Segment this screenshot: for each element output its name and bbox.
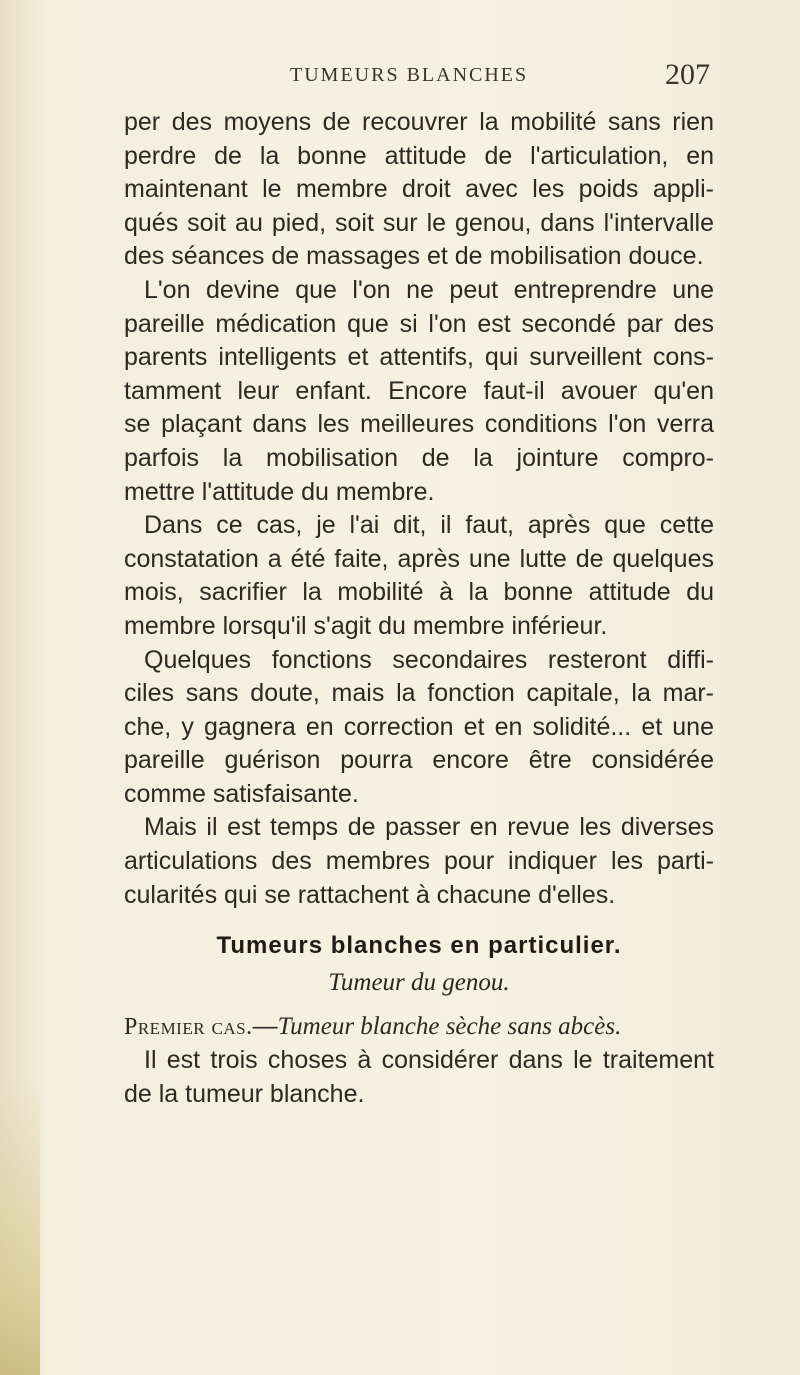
case-dash: — xyxy=(252,1012,278,1041)
page-number: 207 xyxy=(665,58,710,91)
text-line: ciles sans doute, mais la fonction capitale, la mar- xyxy=(124,679,714,708)
text-line: tamment leur enfant. Encore faut-il avouer qu'en xyxy=(124,376,714,405)
text-line: per des moyens de recouvrer la mobilité sans rien xyxy=(124,108,714,136)
text-line: mois, sacrifier la mobilité à la bonne attitude du xyxy=(124,578,714,607)
running-title: TUMEURS BLANCHES xyxy=(290,64,529,86)
text-line: Quelques fonctions secondaires resteront diffi- xyxy=(144,645,714,674)
text-line: des séances de massages et de mobilisation douce. xyxy=(124,242,704,271)
text-line: articulations des membres pour indiquer les parti- xyxy=(124,847,714,876)
text-line: che, y gagnera en correction et en solidité... et une xyxy=(124,712,714,741)
case-title: Tumeur blanche sèche sans abcès. xyxy=(277,1013,622,1041)
section-subheading: Tumeur du genou. xyxy=(328,969,510,997)
text-line: pareille guérison pourra encore être considérée xyxy=(124,746,714,775)
text-line: pareille médication que si l'on est secondé par des xyxy=(124,309,714,338)
page-header xyxy=(290,58,710,94)
body-text xyxy=(124,106,714,1111)
text-line: cularités qui se rattachent à chacune d'elles. xyxy=(124,880,616,909)
paragraph-4 xyxy=(124,644,714,812)
text-line: maintenant le membre droit avec les poids appli- xyxy=(124,175,714,204)
text-line: de la tumeur blanche. xyxy=(124,1079,365,1108)
text-line: membre lorsqu'il s'agit du membre inférieur. xyxy=(124,611,608,640)
text-line: Dans ce cas, je l'ai dit, il faut, après que cette xyxy=(144,511,714,540)
text-line: parfois la mobilisation de la jointure compro- xyxy=(124,443,714,472)
paragraph-3 xyxy=(124,509,714,643)
paper-stain xyxy=(0,1075,40,1375)
text-line: L'on devine que l'on ne peut entreprendre une xyxy=(144,275,714,304)
text-line: parents intelligents et attentifs, qui surveillent cons- xyxy=(124,343,714,372)
paragraph-2 xyxy=(124,274,714,509)
text-line: qués soit au pied, soit sur le genou, dans l'intervalle xyxy=(124,208,714,237)
text-line: comme satisfaisante. xyxy=(124,779,359,808)
text-line: se plaçant dans les meilleures conditions l'on verra xyxy=(124,410,714,439)
case-heading-line xyxy=(124,1008,714,1044)
paragraph-5 xyxy=(124,811,714,912)
text-line: perdre de la bonne attitude de l'articulation, en xyxy=(124,141,714,170)
text-line: mettre l'attitude du membre. xyxy=(124,477,435,506)
paragraph-1 xyxy=(124,106,714,274)
text-line: Mais il est temps de passer en revue les diverses xyxy=(144,813,714,842)
text-line: Il est trois choses à considérer dans le traitement xyxy=(144,1046,714,1075)
text-line: constatation a été faite, après une lutte de quelques xyxy=(124,544,714,573)
section-heading: Tumeurs blanches en particulier. xyxy=(216,932,622,960)
case-label: Premier cas. xyxy=(124,1014,253,1041)
